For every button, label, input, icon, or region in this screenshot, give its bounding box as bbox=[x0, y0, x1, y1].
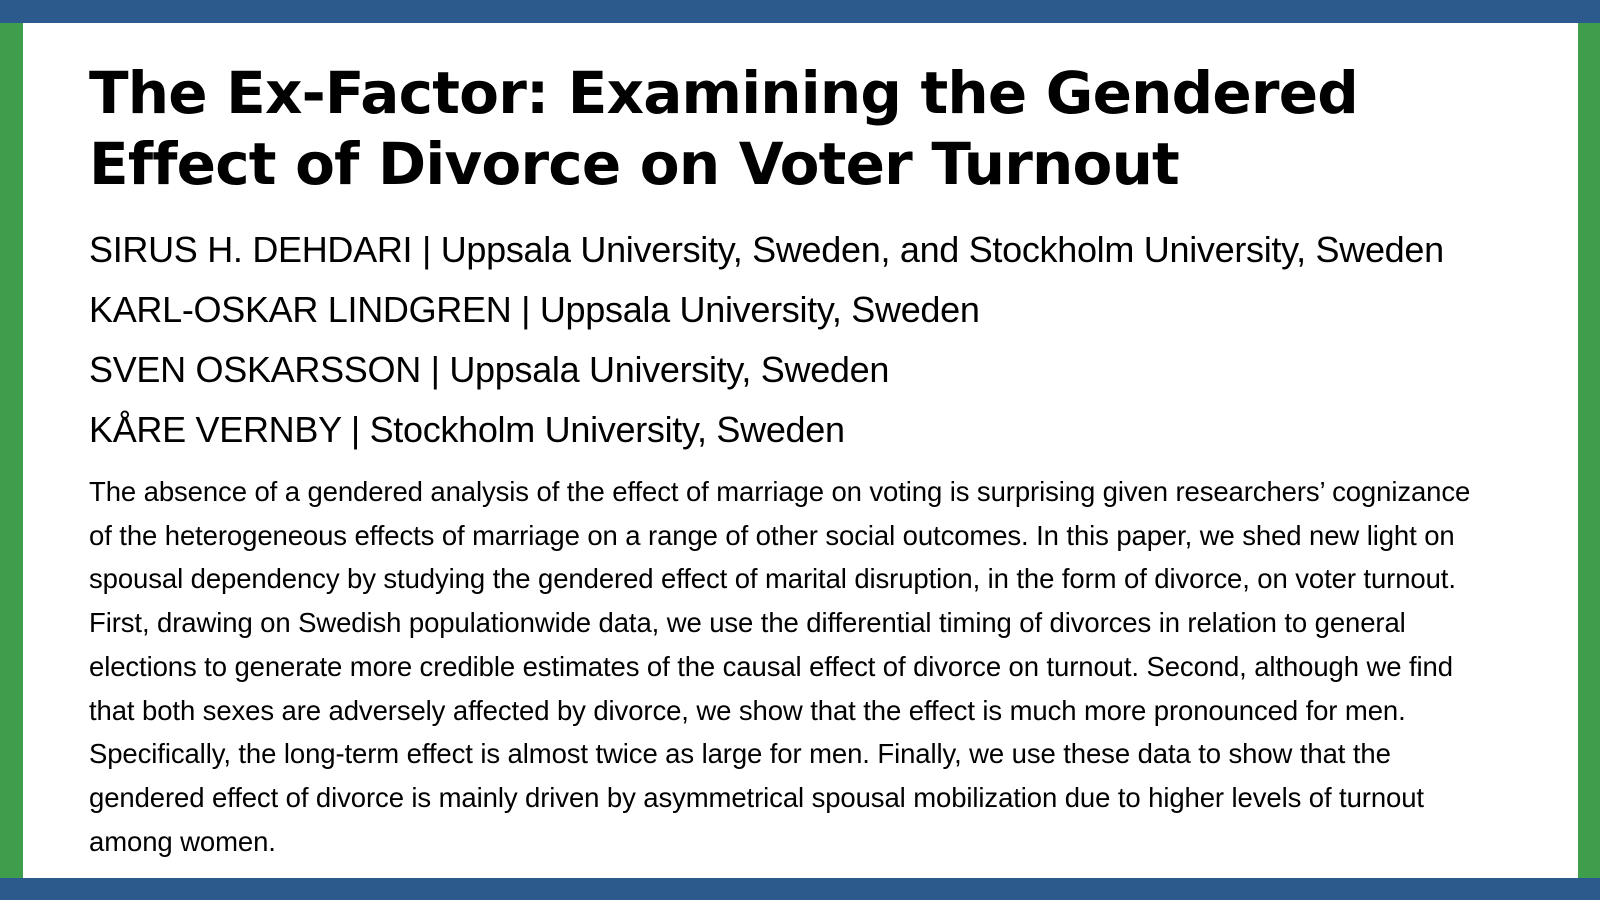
abstract-text: The absence of a gendered analysis of the effect of marriage on voting is surprising given researchers’ cognizance of the heterogeneous effects of marriage on a range of other social outcomes. In this paper, we shed new light on spousal dependency by studying the gendered effect of marital disruption, in the form of divorce, on voter turnout. First, drawing on Swedish populationwide data, we use the differential timing of divorces in relation to general elections to generate more credible estimates of the causal effect of divorce on turnout. Second, although we find that both sexes are adversely affected by divorce, we show that the effect is much more pronounced for men. Specifically, the long-term effect is almost twice as large for men. Finally, we use these data to show that the gendered effect of divorce is mainly driven by asymmetrical spousal mobilization due to higher levels of turnout among women. bbox=[89, 476, 1471, 857]
paper-title: The Ex-Factor: Examining the Gendered Effect of Divorce on Voter Turnout bbox=[89, 59, 1358, 198]
paper-summary bbox=[89, 58, 1529, 863]
top-border bbox=[0, 0, 1600, 23]
left-border bbox=[0, 0, 23, 900]
author-line: KARL-OSKAR LINDGREN | Uppsala University, Sweden bbox=[89, 289, 980, 330]
author-line: SIRUS H. DEHDARI | Uppsala University, Sweden, and Stockholm University, Sweden bbox=[89, 229, 1444, 270]
author-line: KÅRE VERNBY | Stockholm University, Sweden bbox=[89, 409, 845, 450]
author-line: SVEN OSKARSSON | Uppsala University, Sweden bbox=[89, 349, 890, 390]
right-border bbox=[1578, 0, 1600, 900]
author-list bbox=[89, 220, 1529, 460]
bottom-border bbox=[0, 878, 1600, 900]
